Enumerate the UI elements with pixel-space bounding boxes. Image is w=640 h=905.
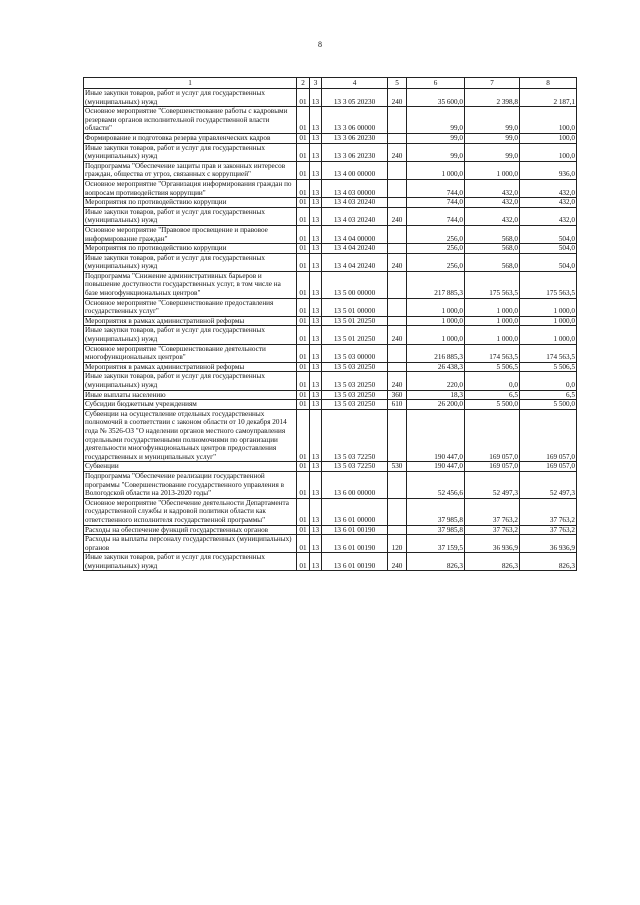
section-code-cell: 01 (297, 400, 310, 410)
column-header: 3 (310, 78, 322, 89)
table-row (84, 198, 577, 208)
expense-type-cell (388, 198, 407, 208)
section-code-cell: 01 (297, 471, 310, 498)
subsection-code-cell: 13 (310, 498, 322, 525)
amount-col8-cell: 432,0 (520, 179, 577, 197)
column-header: 8 (520, 78, 577, 89)
column-header: 5 (388, 78, 407, 89)
expense-type-cell: 240 (388, 143, 407, 161)
expense-type-cell (388, 271, 407, 298)
amount-col7-cell: 99,0 (465, 107, 520, 134)
amount-col7-cell: 169 057,0 (465, 409, 520, 462)
amount-col8-cell: 6,5 (520, 390, 577, 400)
table-header-row (84, 78, 577, 89)
amount-col8-cell: 5 500,0 (520, 400, 577, 410)
subsection-code-cell: 13 (310, 179, 322, 197)
row-name-cell: Основное мероприятие "Организация информирования граждан по вопросам противодействия коррупции" (84, 179, 297, 197)
row-name-cell: Субсидии бюджетным учреждениям (84, 400, 297, 410)
section-code-cell: 01 (297, 390, 310, 400)
amount-col7-cell: 568,0 (465, 253, 520, 271)
amount-col6-cell: 256,0 (407, 253, 465, 271)
table-row (84, 253, 577, 271)
target-article-cell: 13 3 06 20230 (322, 133, 388, 143)
amount-col8-cell: 504,0 (520, 244, 577, 254)
target-article-cell: 13 6 01 00190 (322, 525, 388, 535)
amount-col7-cell: 0,0 (465, 372, 520, 390)
expense-type-cell: 610 (388, 400, 407, 410)
subsection-code-cell: 13 (310, 161, 322, 179)
amount-col7-cell: 568,0 (465, 244, 520, 254)
table-row (84, 362, 577, 372)
row-name-cell: Иные выплаты населению (84, 390, 297, 400)
expense-type-cell (388, 107, 407, 134)
row-name-cell: Субвенции (84, 462, 297, 472)
expense-type-cell (388, 471, 407, 498)
expense-type-cell (388, 179, 407, 197)
row-name-cell: Мероприятия в рамках административной реформы (84, 362, 297, 372)
target-article-cell: 13 5 03 20250 (322, 372, 388, 390)
row-name-cell: Подпрограмма "Обеспечение реализации государственной программы "Совершенствование государственного управления в Вологодской области на 2013-2020 годы" (84, 471, 297, 498)
section-code-cell: 01 (297, 179, 310, 197)
expense-type-cell: 240 (388, 253, 407, 271)
expense-type-cell: 240 (388, 553, 407, 571)
amount-col7-cell: 36 936,9 (465, 535, 520, 553)
amount-col8-cell: 169 057,0 (520, 409, 577, 462)
amount-col6-cell: 190 447,0 (407, 462, 465, 472)
amount-col8-cell: 52 497,3 (520, 471, 577, 498)
amount-col7-cell: 174 563,5 (465, 344, 520, 362)
target-article-cell: 13 3 05 20230 (322, 89, 388, 107)
amount-col7-cell: 2 398,8 (465, 89, 520, 107)
target-article-cell: 13 4 00 00000 (322, 161, 388, 179)
table-row (84, 471, 577, 498)
subsection-code-cell: 13 (310, 133, 322, 143)
row-name-cell: Основное мероприятие "Совершенствование предоставления государственных услуг" (84, 298, 297, 316)
target-article-cell: 13 4 04 20240 (322, 244, 388, 254)
section-code-cell: 01 (297, 271, 310, 298)
amount-col6-cell: 37 985,8 (407, 498, 465, 525)
subsection-code-cell: 13 (310, 553, 322, 571)
amount-col7-cell: 5 500,0 (465, 400, 520, 410)
amount-col7-cell: 169 057,0 (465, 462, 520, 472)
target-article-cell: 13 6 01 00000 (322, 498, 388, 525)
section-code-cell: 01 (297, 372, 310, 390)
expense-type-cell (388, 498, 407, 525)
target-article-cell: 13 5 03 20250 (322, 362, 388, 372)
expense-type-cell (388, 298, 407, 316)
table-row (84, 207, 577, 225)
expense-type-cell: 240 (388, 207, 407, 225)
amount-col7-cell: 175 563,5 (465, 271, 520, 298)
table-row (84, 400, 577, 410)
amount-col8-cell: 1 000,0 (520, 298, 577, 316)
target-article-cell: 13 5 03 00000 (322, 344, 388, 362)
amount-col8-cell: 37 763,2 (520, 498, 577, 525)
row-name-cell: Основное мероприятие "Совершенствование работы с кадровыми резервами органов исполнительной государственной власти области" (84, 107, 297, 134)
section-code-cell: 01 (297, 326, 310, 344)
amount-col7-cell: 6,5 (465, 390, 520, 400)
target-article-cell: 13 6 00 00000 (322, 471, 388, 498)
subsection-code-cell: 13 (310, 225, 322, 243)
table-row (84, 498, 577, 525)
target-article-cell: 13 3 06 00000 (322, 107, 388, 134)
row-name-cell: Иные закупки товаров, работ и услуг для государственных (муниципальных) нужд (84, 553, 297, 571)
expense-type-cell: 120 (388, 535, 407, 553)
section-code-cell: 01 (297, 498, 310, 525)
amount-col6-cell: 99,0 (407, 143, 465, 161)
subsection-code-cell: 13 (310, 271, 322, 298)
target-article-cell: 13 5 03 72250 (322, 462, 388, 472)
amount-col6-cell: 826,3 (407, 553, 465, 571)
amount-col7-cell: 1 000,0 (465, 316, 520, 326)
section-code-cell: 01 (297, 409, 310, 462)
section-code-cell: 01 (297, 244, 310, 254)
row-name-cell: Иные закупки товаров, работ и услуг для государственных (муниципальных) нужд (84, 253, 297, 271)
column-header: 1 (84, 78, 297, 89)
amount-col8-cell: 37 763,2 (520, 525, 577, 535)
table-row (84, 372, 577, 390)
amount-col8-cell: 1 000,0 (520, 326, 577, 344)
amount-col6-cell: 1 000,0 (407, 326, 465, 344)
target-article-cell: 13 5 01 00000 (322, 298, 388, 316)
target-article-cell: 13 4 03 00000 (322, 179, 388, 197)
amount-col8-cell: 36 936,9 (520, 535, 577, 553)
target-article-cell: 13 4 03 20240 (322, 198, 388, 208)
subsection-code-cell: 13 (310, 107, 322, 134)
target-article-cell: 13 5 00 00000 (322, 271, 388, 298)
expense-type-cell: 530 (388, 462, 407, 472)
expense-type-cell (388, 133, 407, 143)
amount-col6-cell: 256,0 (407, 225, 465, 243)
amount-col7-cell: 5 506,5 (465, 362, 520, 372)
section-code-cell: 01 (297, 344, 310, 362)
amount-col8-cell: 174 563,5 (520, 344, 577, 362)
amount-col8-cell: 175 563,5 (520, 271, 577, 298)
table-row (84, 409, 577, 462)
amount-col6-cell: 220,0 (407, 372, 465, 390)
subsection-code-cell: 13 (310, 535, 322, 553)
target-article-cell: 13 5 03 72250 (322, 409, 388, 462)
amount-col6-cell: 744,0 (407, 198, 465, 208)
amount-col6-cell: 1 000,0 (407, 298, 465, 316)
amount-col6-cell: 1 000,0 (407, 161, 465, 179)
section-code-cell: 01 (297, 535, 310, 553)
row-name-cell: Формирование и подготовка резерва управленческих кадров (84, 133, 297, 143)
amount-col6-cell: 26 200,0 (407, 400, 465, 410)
target-article-cell: 13 6 01 00190 (322, 553, 388, 571)
amount-col7-cell: 37 763,2 (465, 525, 520, 535)
amount-col7-cell: 568,0 (465, 225, 520, 243)
table-row (84, 143, 577, 161)
table-row (84, 298, 577, 316)
table-row (84, 390, 577, 400)
target-article-cell: 13 3 06 20230 (322, 143, 388, 161)
expense-type-cell: 240 (388, 372, 407, 390)
expense-type-cell (388, 161, 407, 179)
row-name-cell: Основное мероприятие "Правовое просвещение и правовое информирование граждан" (84, 225, 297, 243)
section-code-cell: 01 (297, 298, 310, 316)
row-name-cell: Расходы на выплаты персоналу государственных (муниципальных) органов (84, 535, 297, 553)
expense-type-cell (388, 362, 407, 372)
amount-col6-cell: 217 885,3 (407, 271, 465, 298)
table-row (84, 462, 577, 472)
amount-col8-cell: 432,0 (520, 198, 577, 208)
section-code-cell: 01 (297, 225, 310, 243)
expense-type-cell: 240 (388, 326, 407, 344)
table-row (84, 179, 577, 197)
amount-col7-cell: 432,0 (465, 198, 520, 208)
subsection-code-cell: 13 (310, 344, 322, 362)
expense-type-cell (388, 409, 407, 462)
row-name-cell: Иные закупки товаров, работ и услуг для государственных (муниципальных) нужд (84, 207, 297, 225)
subsection-code-cell: 13 (310, 471, 322, 498)
expense-type-cell: 240 (388, 89, 407, 107)
row-name-cell: Иные закупки товаров, работ и услуг для государственных (муниципальных) нужд (84, 372, 297, 390)
amount-col6-cell: 1 000,0 (407, 316, 465, 326)
amount-col7-cell: 432,0 (465, 179, 520, 197)
section-code-cell: 01 (297, 362, 310, 372)
row-name-cell: Субвенции на осуществление отдельных государственных полномочий в соответствии с законом области от 10 декабря 2014 года № 3526-ОЗ "О наделении органов местного самоуправления отдельными государственными полномочиями по организации деятельности многофункциональных центров предоставления государственных и муниципальных услуг" (84, 409, 297, 462)
section-code-cell: 01 (297, 553, 310, 571)
table-row (84, 344, 577, 362)
amount-col8-cell: 504,0 (520, 225, 577, 243)
column-header: 4 (322, 78, 388, 89)
amount-col7-cell: 1 000,0 (465, 298, 520, 316)
section-code-cell: 01 (297, 198, 310, 208)
subsection-code-cell: 13 (310, 143, 322, 161)
target-article-cell: 13 5 01 20250 (322, 326, 388, 344)
amount-col7-cell: 826,3 (465, 553, 520, 571)
row-name-cell: Иные закупки товаров, работ и услуг для государственных (муниципальных) нужд (84, 89, 297, 107)
column-header: 7 (465, 78, 520, 89)
subsection-code-cell: 13 (310, 316, 322, 326)
amount-col8-cell: 5 506,5 (520, 362, 577, 372)
section-code-cell: 01 (297, 316, 310, 326)
target-article-cell: 13 5 01 20250 (322, 316, 388, 326)
subsection-code-cell: 13 (310, 362, 322, 372)
target-article-cell: 13 5 03 20250 (322, 400, 388, 410)
amount-col6-cell: 744,0 (407, 207, 465, 225)
table-row (84, 553, 577, 571)
subsection-code-cell: 13 (310, 326, 322, 344)
subsection-code-cell: 13 (310, 298, 322, 316)
table-row (84, 271, 577, 298)
expense-type-cell (388, 244, 407, 254)
section-code-cell: 01 (297, 207, 310, 225)
amount-col7-cell: 1 000,0 (465, 161, 520, 179)
table-row (84, 316, 577, 326)
target-article-cell: 13 4 04 20240 (322, 253, 388, 271)
expense-type-cell (388, 525, 407, 535)
amount-col8-cell: 936,0 (520, 161, 577, 179)
amount-col7-cell: 52 497,3 (465, 471, 520, 498)
subsection-code-cell: 13 (310, 400, 322, 410)
amount-col8-cell: 432,0 (520, 207, 577, 225)
subsection-code-cell: 13 (310, 390, 322, 400)
amount-col6-cell: 256,0 (407, 244, 465, 254)
target-article-cell: 13 5 03 20250 (322, 390, 388, 400)
amount-col6-cell: 26 438,3 (407, 362, 465, 372)
subsection-code-cell: 13 (310, 89, 322, 107)
amount-col6-cell: 35 600,0 (407, 89, 465, 107)
expense-type-cell (388, 316, 407, 326)
target-article-cell: 13 6 01 00190 (322, 535, 388, 553)
amount-col6-cell: 744,0 (407, 179, 465, 197)
row-name-cell: Мероприятия по противодействию коррупции (84, 198, 297, 208)
row-name-cell: Основное мероприятие "Обеспечение деятельности Департамента государственной службы и кадровой политики области как ответственного исполнителя государственной программы" (84, 498, 297, 525)
amount-col6-cell: 99,0 (407, 107, 465, 134)
amount-col7-cell: 1 000,0 (465, 326, 520, 344)
budget-table (83, 77, 577, 571)
subsection-code-cell: 13 (310, 462, 322, 472)
table-row (84, 89, 577, 107)
amount-col8-cell: 504,0 (520, 253, 577, 271)
amount-col6-cell: 37 985,8 (407, 525, 465, 535)
table-row (84, 161, 577, 179)
column-header: 2 (297, 78, 310, 89)
subsection-code-cell: 13 (310, 525, 322, 535)
row-name-cell: Мероприятия в рамках административной реформы (84, 316, 297, 326)
amount-col6-cell: 37 159,5 (407, 535, 465, 553)
subsection-code-cell: 13 (310, 372, 322, 390)
amount-col7-cell: 99,0 (465, 133, 520, 143)
amount-col6-cell: 190 447,0 (407, 409, 465, 462)
amount-col7-cell: 99,0 (465, 143, 520, 161)
section-code-cell: 01 (297, 133, 310, 143)
table-row (84, 244, 577, 254)
table-row (84, 525, 577, 535)
amount-col8-cell: 100,0 (520, 133, 577, 143)
subsection-code-cell: 13 (310, 198, 322, 208)
table-row (84, 535, 577, 553)
subsection-code-cell: 13 (310, 244, 322, 254)
amount-col8-cell: 2 187,1 (520, 89, 577, 107)
amount-col8-cell: 0,0 (520, 372, 577, 390)
row-name-cell: Подпрограмма "Снижение административных барьеров и повышение доступности государственных услуг, в том числе на базе многофункциональных центров" (84, 271, 297, 298)
row-name-cell: Основное мероприятие "Совершенствование деятельности многофункциональных центров" (84, 344, 297, 362)
amount-col6-cell: 216 885,3 (407, 344, 465, 362)
column-header: 6 (407, 78, 465, 89)
target-article-cell: 13 4 04 00000 (322, 225, 388, 243)
row-name-cell: Иные закупки товаров, работ и услуг для государственных (муниципальных) нужд (84, 326, 297, 344)
section-code-cell: 01 (297, 462, 310, 472)
section-code-cell: 01 (297, 143, 310, 161)
expense-type-cell (388, 344, 407, 362)
page-number: 8 (318, 40, 322, 49)
amount-col8-cell: 1 000,0 (520, 316, 577, 326)
table-row (84, 225, 577, 243)
row-name-cell: Расходы на обеспечение функций государственных органов (84, 525, 297, 535)
table-row (84, 133, 577, 143)
section-code-cell: 01 (297, 107, 310, 134)
expense-type-cell: 360 (388, 390, 407, 400)
amount-col6-cell: 52 456,6 (407, 471, 465, 498)
table-row (84, 326, 577, 344)
amount-col6-cell: 18,3 (407, 390, 465, 400)
section-code-cell: 01 (297, 161, 310, 179)
amount-col8-cell: 169 057,0 (520, 462, 577, 472)
subsection-code-cell: 13 (310, 253, 322, 271)
section-code-cell: 01 (297, 89, 310, 107)
amount-col7-cell: 37 763,2 (465, 498, 520, 525)
row-name-cell: Подпрограмма "Обеспечение защиты прав и законных интересов граждан, общества от угроз, связанных с коррупцией" (84, 161, 297, 179)
amount-col8-cell: 100,0 (520, 143, 577, 161)
expense-type-cell (388, 225, 407, 243)
row-name-cell: Иные закупки товаров, работ и услуг для государственных (муниципальных) нужд (84, 143, 297, 161)
section-code-cell: 01 (297, 525, 310, 535)
table-row (84, 107, 577, 134)
amount-col6-cell: 99,0 (407, 133, 465, 143)
row-name-cell: Мероприятия по противодействию коррупции (84, 244, 297, 254)
target-article-cell: 13 4 03 20240 (322, 207, 388, 225)
section-code-cell: 01 (297, 253, 310, 271)
subsection-code-cell: 13 (310, 409, 322, 462)
amount-col7-cell: 432,0 (465, 207, 520, 225)
amount-col8-cell: 826,3 (520, 553, 577, 571)
subsection-code-cell: 13 (310, 207, 322, 225)
amount-col8-cell: 100,0 (520, 107, 577, 134)
